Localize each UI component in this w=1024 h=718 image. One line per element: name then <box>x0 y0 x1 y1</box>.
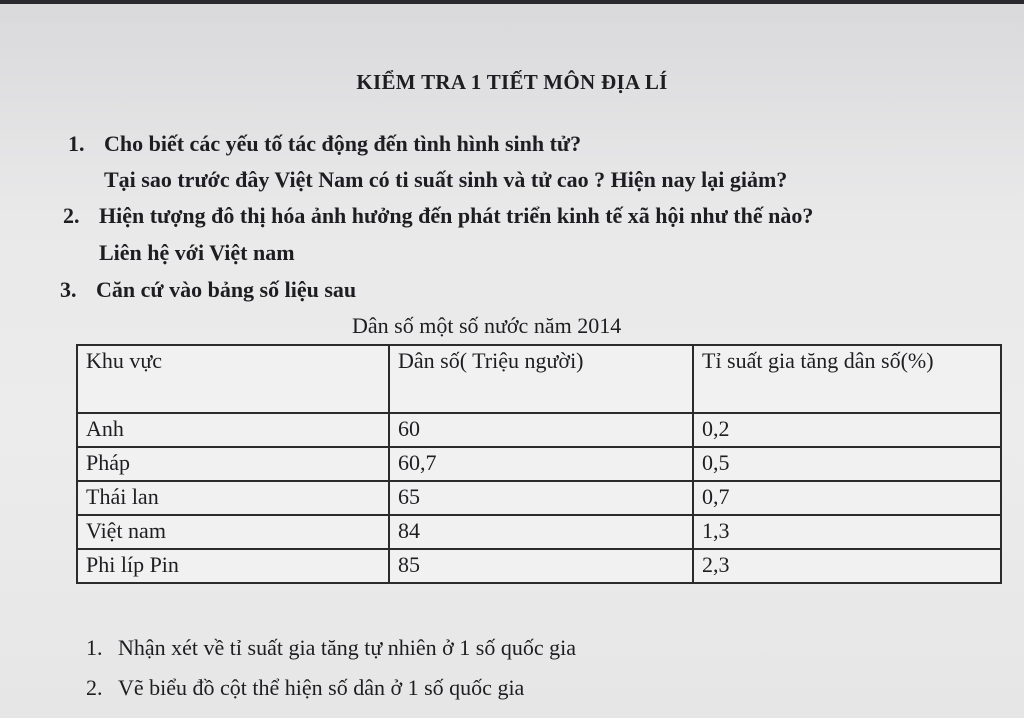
cell-population: 60 <box>389 413 693 447</box>
cell-region: Việt nam <box>77 515 389 549</box>
cell-population: 85 <box>389 549 693 583</box>
cell-growth-rate: 0,2 <box>693 413 1001 447</box>
header-region: Khu vực <box>77 345 389 413</box>
question-2-continued: Liên hệ với Việt nam <box>99 240 295 265</box>
task-text: Nhận xét về tỉ suất gia tăng tự nhiên ở 1 số quốc gia <box>118 635 576 660</box>
task-1 <box>86 635 576 661</box>
cell-region: Pháp <box>77 447 389 481</box>
question-1-continued: Tại sao trước đây Việt Nam có ti suất sinh và tử cao ? Hiện nay lại giảm? <box>104 167 788 192</box>
population-table <box>76 344 1002 584</box>
header-population: Dân số( Triệu người) <box>389 345 693 413</box>
table-header-row <box>77 345 1001 413</box>
cell-growth-rate: 0,7 <box>693 481 1001 515</box>
task-text: Vẽ biểu đồ cột thể hiện số dân ở 1 số quốc gia <box>118 675 525 700</box>
table-row <box>77 515 1001 549</box>
question-text: Cho biết các yếu tố tác động đến tình hình sinh tử? <box>104 131 582 156</box>
table-row <box>77 481 1001 515</box>
question-2 <box>63 203 813 229</box>
table-row <box>77 549 1001 583</box>
question-text: Căn cứ vào bảng số liệu sau <box>96 277 357 302</box>
table-row <box>77 413 1001 447</box>
question-3 <box>60 277 356 303</box>
task-number: 1. <box>86 635 103 660</box>
question-number: 1. <box>68 131 85 156</box>
question-number: 3. <box>60 277 77 302</box>
task-2 <box>86 675 524 701</box>
task-number: 2. <box>86 675 103 700</box>
table-row <box>77 447 1001 481</box>
table-caption: Dân số một số nước năm 2014 <box>352 313 622 338</box>
cell-growth-rate: 0,5 <box>693 447 1001 481</box>
cell-population: 60,7 <box>389 447 693 481</box>
cell-population: 84 <box>389 515 693 549</box>
question-1 <box>68 131 581 157</box>
cell-growth-rate: 1,3 <box>693 515 1001 549</box>
question-number: 2. <box>63 203 80 228</box>
cell-region: Thái lan <box>77 481 389 515</box>
cell-region: Anh <box>77 413 389 447</box>
cell-growth-rate: 2,3 <box>693 549 1001 583</box>
cell-region: Phi líp Pin <box>77 549 389 583</box>
top-edge <box>0 0 1024 4</box>
cell-population: 65 <box>389 481 693 515</box>
question-text: Hiện tượng đô thị hóa ảnh hưởng đến phát triển kinh tế xã hội như thế nào? <box>99 203 814 228</box>
header-growth-rate: Tỉ suất gia tăng dân số(%) <box>693 345 1001 413</box>
page-title: KIỂM TRA 1 TIẾT MÔN ĐỊA LÍ <box>356 70 668 94</box>
